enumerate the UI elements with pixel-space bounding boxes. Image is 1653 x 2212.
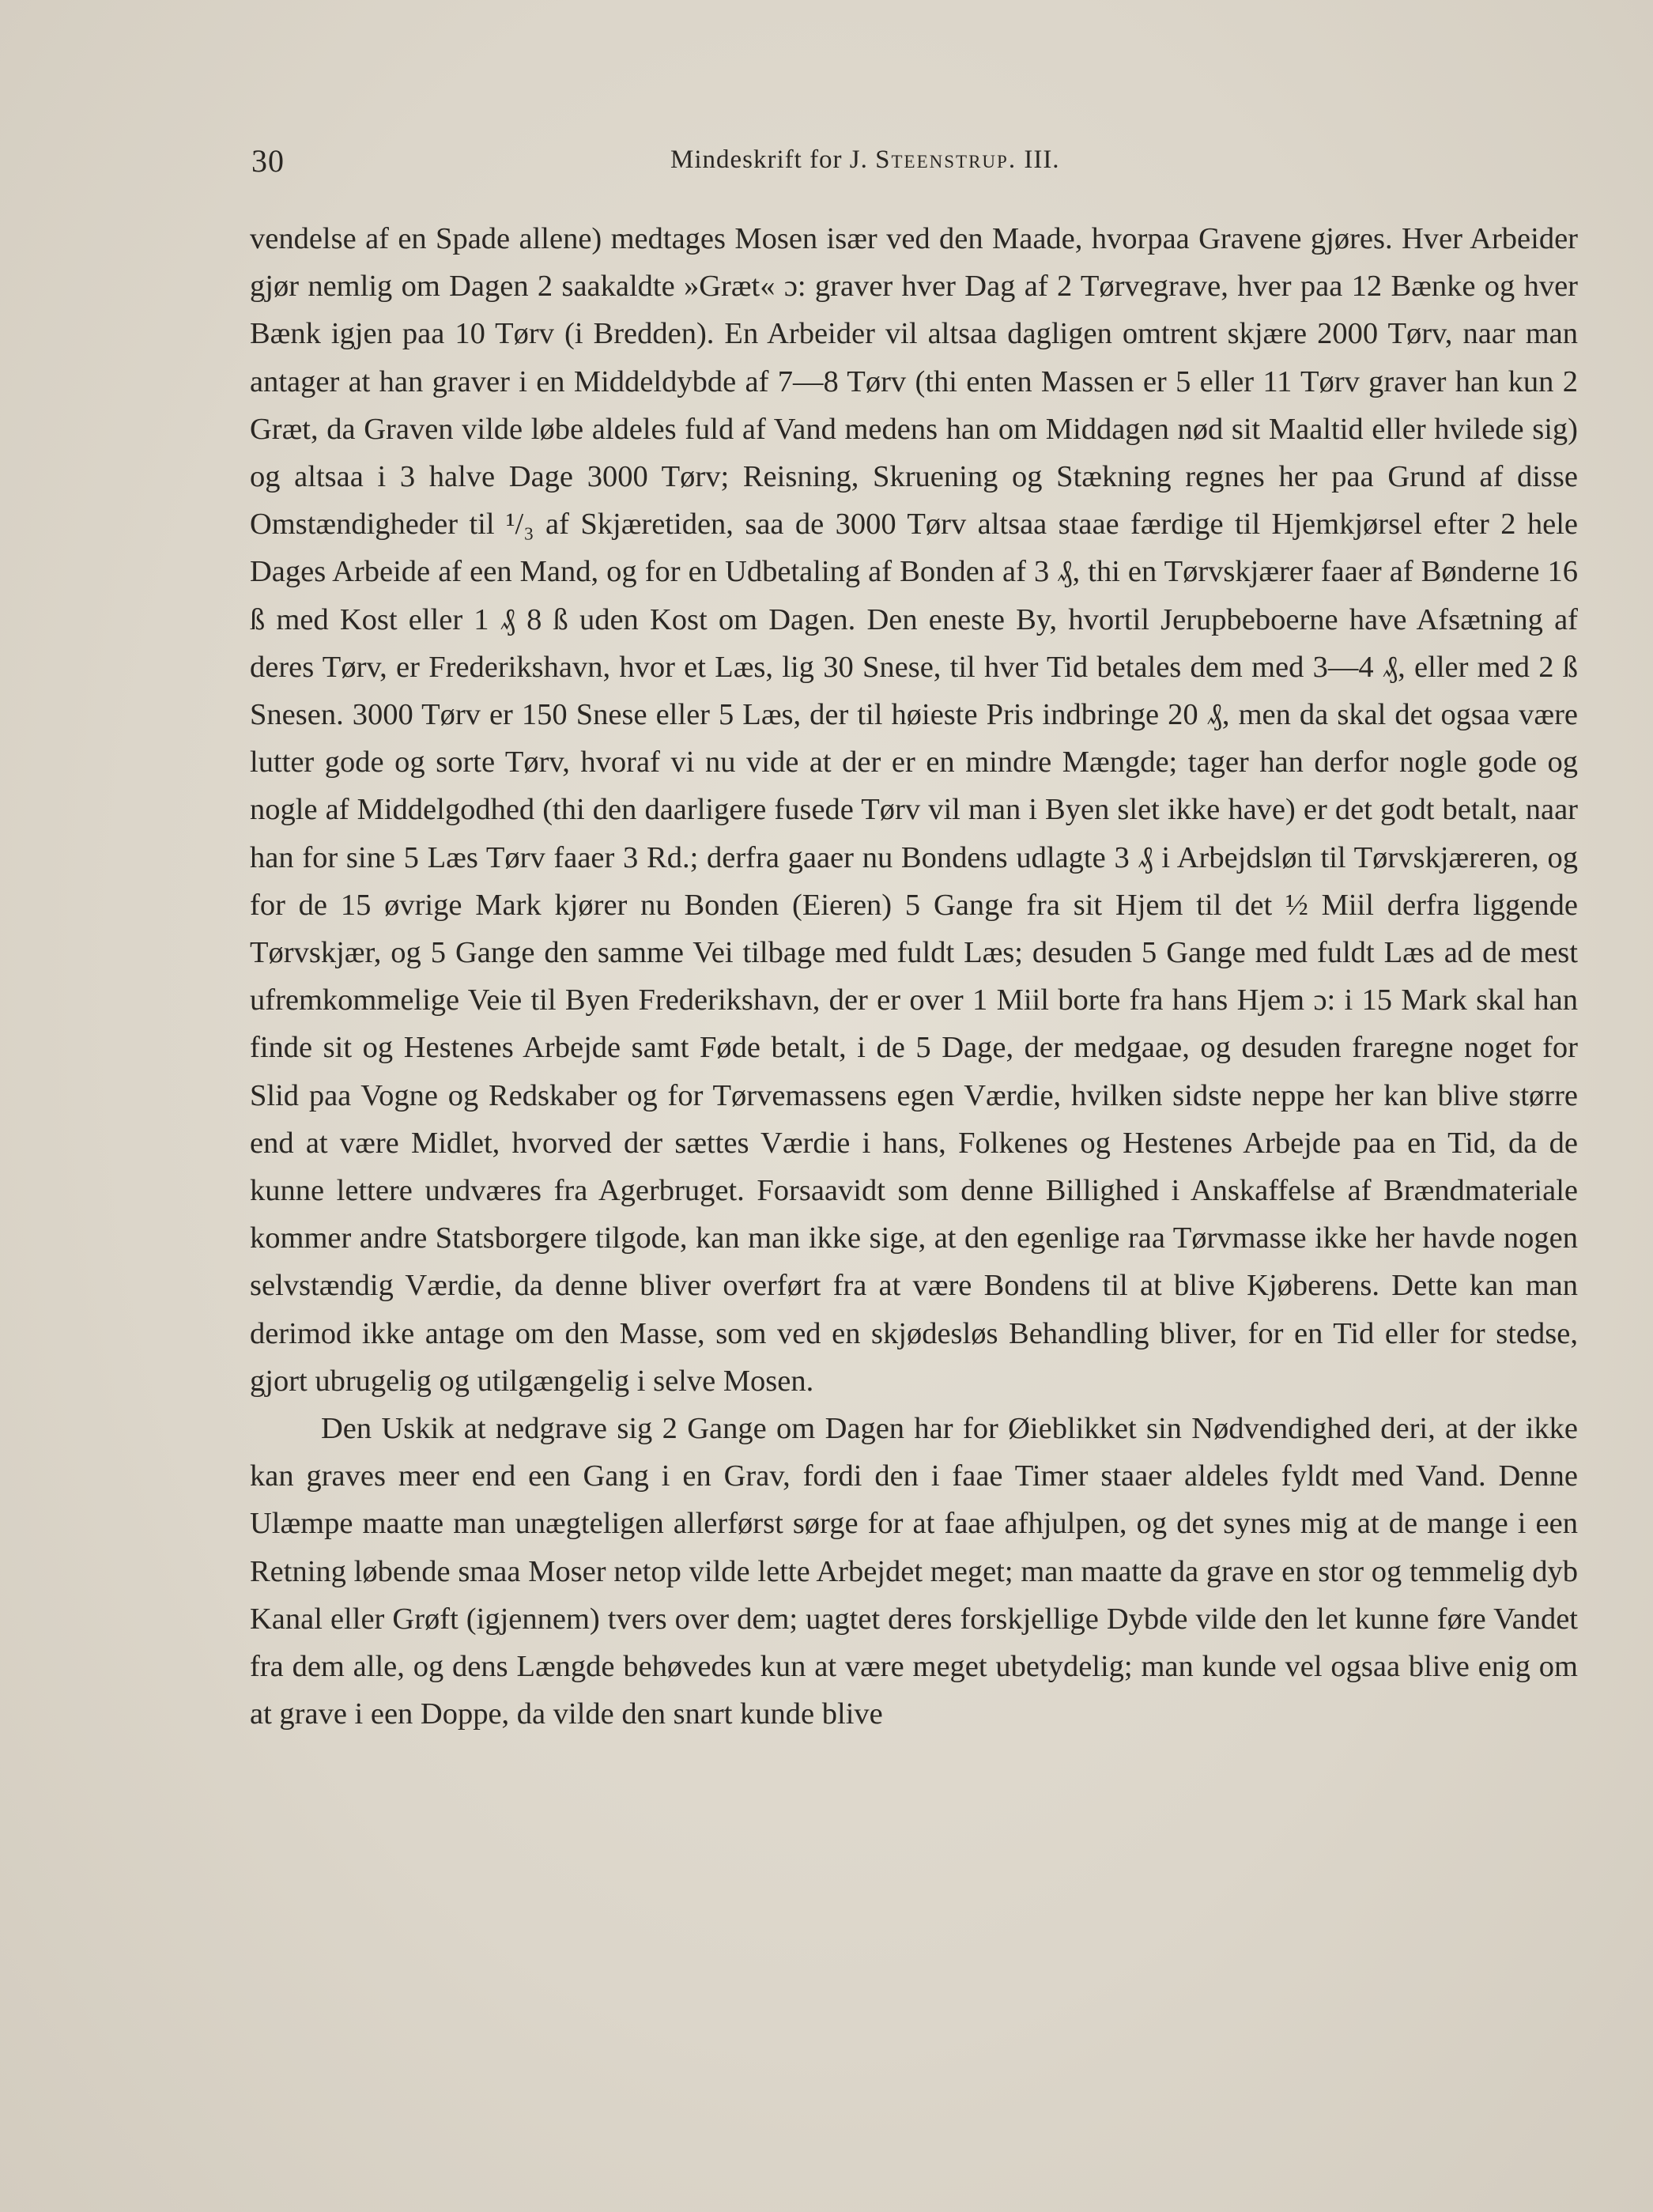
paragraph: Den Uskik at nedgrave sig 2 Gange om Dagen har for Øieblikket sin Nødvendighed deri, at der ikke kan graves meer end een Gang i en Grav, fordi den i faae Timer staaer aldeles fyldt med Vand. Denne Ulæmpe maatte man unægteligen allerførst sørge for at faae afhjulpen, og det synes mig at de mange i een Retning løbende smaa Moser netop vilde lette Arbejdet meget; man maatte da grave en stor og temmelig dyb Kanal eller Grøft (igjennem) tvers over dem; uagtet deres forskjellige Dybde vilde den let kunne føre Vandet fra dem alle, og dens Længde behøvedes kun at være meget ubetydelig; man kunde vel ogsaa blive enig om at grave i een Doppe, da vilde den snart kunde blive [250,1412,1578,1731]
running-head-prefix: Mindeskrift for J. [670,145,868,174]
running-head-name: Steenstrup. [875,145,1017,174]
body-text [250,215,1578,1738]
paragraph: vendelse af en Spade allene) medtages Mosen især ved den Maade, hvorpaa Gravene gjøres. Hver Arbeider gjør nemlig om Dagen 2 saakaldte »Græt« ɔ: graver hver Dag af 2 Tørvegrave, hver paa 12 Bænke og hver Bænk igjen paa 10 Tørv (i Bredden). En Arbeider vil altsaa dagligen omtrent skjære 2000 Tørv, naar man antager at han graver i en Middeldybde af 7—8 Tørv (thi enten Massen er 5 eller 11 Tørv graver han kun 2 Græt, da Graven vilde løbe aldeles fuld af Vand medens han om Middagen nød sit Maaltid eller hvilede sig) og altsaa i 3 halve Dage 3000 Tørv; Reisning, Skruening og Stækning regnes her paa Grund af disse Omstændigheder til ¹/₃ af Skjæretiden, saa de 3000 Tørv altsaa staae færdige til Hjemkjørsel efter 2 hele Dages Arbeide af een Mand, og for en Udbetaling af Bonden af 3 ₰, thi en Tørvskjærer faaer af Bønderne 16 ß med Kost eller 1 ₰ 8 ß uden Kost om Dagen. Den eneste By, hvortil Jerupbeboerne have Afsætning af deres Tørv, er Frederikshavn, hvor et Læs, lig 30 Snese, til hver Tid betales dem med 3—4 ₰, eller med 2 ß Snesen. 3000 Tørv er 150 Snese eller 5 Læs, der til høieste Pris indbringe 20 ₰, men da skal det ogsaa være lutter gode og sorte Tørv, hvoraf vi nu vide at der er en mindre Mængde; tager han derfor nogle gode og nogle af Middelgodhed (thi den daarligere fusede Tørv vil man i Byen slet ikke have) er det godt betalt, naar han for sine 5 Læs Tørv faaer 3 Rd.; derfra gaaer nu Bondens udlagte 3 ₰ i Arbejdsløn til Tørvskjæreren, og for de 15 øvrige Mark kjører nu Bonden (Eieren) 5 Gange fra sit Hjem til det ½ Miil derfra liggende Tørvskjær, og 5 Gange den samme Vei tilbage med fuldt Læs; desuden 5 Gange med fuldt Læs ad de mest ufremkommelige Veie til Byen Frederikshavn, der er over 1 Miil borte fra hans Hjem ɔ: i 15 Mark skal han finde sit og Hestenes Arbejde samt Føde betalt, i de 5 Dage, der medgaae, og desuden fraregne noget for Slid paa Vogne og Redskaber og for Tørvemassens egen Værdie, hvilken sidste neppe her kan blive større end at være Midlet, hvorved der sættes Værdie i hans, Folkenes og Hestenes Arbejde paa en Tid, da de kunne lettere undværes fra Agerbruget. Forsaavidt som denne Billighed i Anskaffelse af Brændmateriale kommer andre Statsborgere tilgode, kan man ikke sige, at den egenlige raa Tørvmasse ikke her havde nogen selvstændig Værdie, da denne bliver overført fra at være Bondens til at blive Kjøberens. Dette kan man derimod ikke antage om den Masse, som ved en skjødesløs Behandling bliver, for en Tid eller for stedse, gjort ubrugelig og utilgængelig i selve Mosen. [250,222,1578,1398]
running-head-volume: III. [1024,145,1060,174]
page-header [251,142,1579,183]
running-head [670,145,1060,175]
page-number: 30 [251,143,285,179]
